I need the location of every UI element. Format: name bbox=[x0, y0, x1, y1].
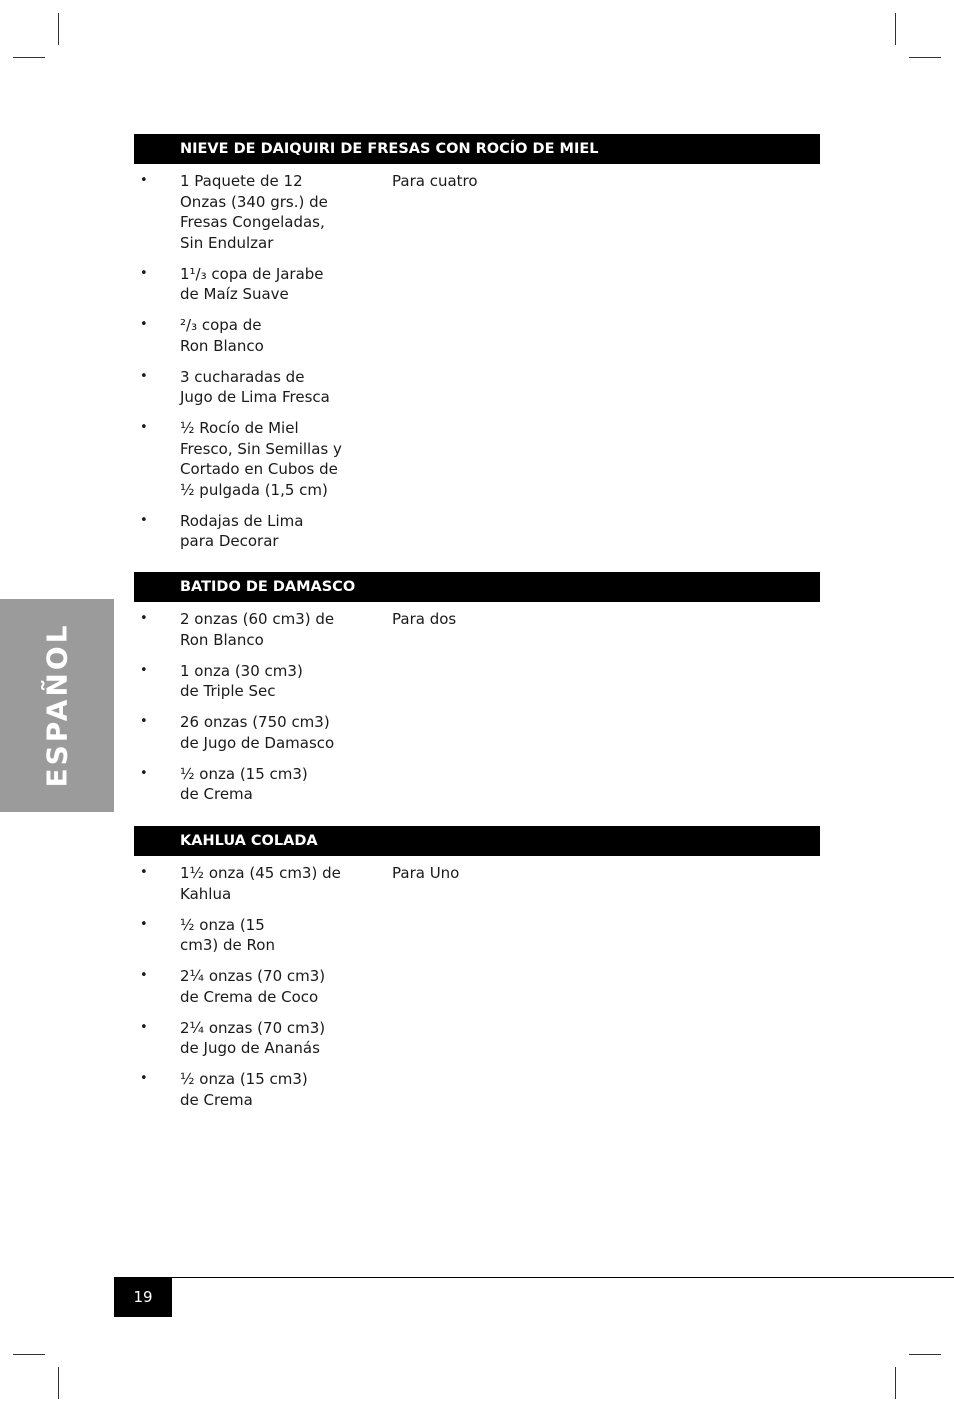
ingredient-line: 1¹/₃ copa de Jarabe bbox=[180, 264, 324, 283]
ingredient-line: Fresco, Sin Semillas y bbox=[180, 439, 342, 458]
bullet: • bbox=[140, 420, 148, 435]
ingredient-item bbox=[134, 661, 395, 702]
crop-mark bbox=[895, 1367, 896, 1399]
crop-mark bbox=[909, 57, 941, 58]
ingredient-list bbox=[134, 609, 820, 805]
bullet: • bbox=[140, 512, 148, 528]
ingredient-line: ½ onza (15 cm3) bbox=[180, 1070, 308, 1088]
servings-text: Para cuatro bbox=[392, 172, 478, 190]
recipe-section bbox=[134, 826, 820, 1121]
recipe-title: BATIDO DE DAMASCO bbox=[134, 572, 820, 602]
ingredient-line: 2¼ onzas (70 cm3) bbox=[180, 967, 326, 985]
ingredient-line: Cortado en Cubos de bbox=[180, 460, 338, 478]
crop-mark bbox=[13, 57, 45, 58]
ingredient-line: ½ pulgada (1,5 cm) bbox=[180, 480, 328, 499]
ingredient-item bbox=[134, 264, 395, 305]
bullet: • bbox=[140, 317, 148, 332]
ingredient-line: ½ onza (15 cm3) bbox=[180, 764, 308, 783]
ingredient-line: Jugo de Lima Fresca bbox=[180, 388, 330, 406]
ingredient-line: 1 onza (30 cm3) bbox=[180, 661, 303, 680]
ingredient-line: ²/₃ copa de bbox=[180, 316, 262, 334]
bullet: • bbox=[140, 173, 148, 188]
crop-mark bbox=[909, 1354, 941, 1355]
bullet: • bbox=[140, 265, 148, 281]
ingredient-list bbox=[134, 863, 820, 1110]
ingredient-line: Ron Blanco bbox=[180, 630, 264, 649]
language-label: ESPAÑOL bbox=[40, 622, 74, 788]
recipe-title: KAHLUA COLADA bbox=[134, 826, 820, 856]
bullet: • bbox=[140, 1019, 148, 1035]
bullet: • bbox=[140, 765, 148, 781]
bullet: • bbox=[140, 662, 148, 678]
crop-mark bbox=[58, 13, 59, 45]
ingredient-list bbox=[134, 171, 820, 552]
bullet: • bbox=[140, 368, 148, 384]
ingredient-item bbox=[134, 418, 395, 500]
language-side-tab bbox=[0, 599, 114, 812]
ingredient-line: 2¼ onzas (70 cm3) bbox=[180, 1018, 326, 1037]
ingredient-line: Onzas (340 grs.) de bbox=[180, 192, 328, 211]
ingredient-item bbox=[134, 1018, 395, 1059]
ingredient-line: 1½ onza (45 cm3) de bbox=[180, 864, 341, 882]
page-number: 19 bbox=[114, 1278, 172, 1317]
ingredient-item bbox=[134, 171, 395, 253]
ingredient-item bbox=[134, 712, 395, 753]
ingredient-item bbox=[134, 315, 395, 356]
recipe-title: NIEVE DE DAIQUIRI DE FRESAS CON ROCÍO DE MIEL bbox=[134, 134, 820, 164]
ingredient-line: de Crema de Coco bbox=[180, 987, 319, 1006]
ingredient-line: cm3) de Ron bbox=[180, 936, 275, 954]
ingredient-line: de Jugo de Damasco bbox=[180, 733, 335, 752]
bullet: • bbox=[140, 916, 148, 932]
ingredient-line: ½ Rocío de Miel bbox=[180, 419, 299, 437]
bullet: • bbox=[140, 865, 148, 880]
ingredient-line: de Maíz Suave bbox=[180, 285, 289, 303]
ingredient-line: Ron Blanco bbox=[180, 336, 264, 355]
bullet: • bbox=[140, 611, 148, 626]
bullet: • bbox=[140, 968, 148, 983]
ingredient-item bbox=[134, 511, 395, 552]
servings-text: Para Uno bbox=[392, 864, 460, 882]
bullet: • bbox=[140, 714, 148, 729]
ingredient-line: ½ onza (15 bbox=[180, 915, 265, 934]
ingredient-line: 26 onzas (750 cm3) bbox=[180, 713, 330, 731]
crop-mark bbox=[13, 1354, 45, 1355]
ingredient-item bbox=[134, 966, 395, 1007]
ingredient-item bbox=[134, 1069, 395, 1110]
crop-mark bbox=[58, 1367, 59, 1399]
ingredient-item bbox=[134, 764, 395, 805]
ingredient-line: 2 onzas (60 cm3) de bbox=[180, 610, 335, 628]
servings-text: Para dos bbox=[392, 610, 457, 628]
ingredient-line: de Jugo de Ananás bbox=[180, 1039, 320, 1057]
bullet: • bbox=[140, 1071, 148, 1086]
ingredient-line: 3 cucharadas de bbox=[180, 367, 305, 386]
ingredient-line: de Crema bbox=[180, 785, 253, 803]
footer-rule bbox=[114, 1277, 954, 1278]
ingredient-line: Sin Endulzar bbox=[180, 233, 274, 252]
ingredient-line: Fresas Congeladas, bbox=[180, 213, 325, 231]
ingredient-item bbox=[134, 863, 395, 904]
ingredient-line: de Crema bbox=[180, 1090, 253, 1109]
ingredient-line: Rodajas de Lima bbox=[180, 511, 304, 530]
ingredient-item bbox=[134, 609, 395, 650]
recipe-section bbox=[134, 572, 820, 815]
crop-mark bbox=[895, 13, 896, 45]
ingredient-line: de Triple Sec bbox=[180, 682, 276, 700]
ingredient-line: Kahlua bbox=[180, 884, 232, 903]
recipe-section bbox=[134, 134, 820, 562]
ingredient-line: para Decorar bbox=[180, 532, 279, 550]
ingredient-line: 1 Paquete de 12 bbox=[180, 172, 303, 190]
ingredient-item bbox=[134, 915, 395, 956]
ingredient-item bbox=[134, 367, 395, 408]
